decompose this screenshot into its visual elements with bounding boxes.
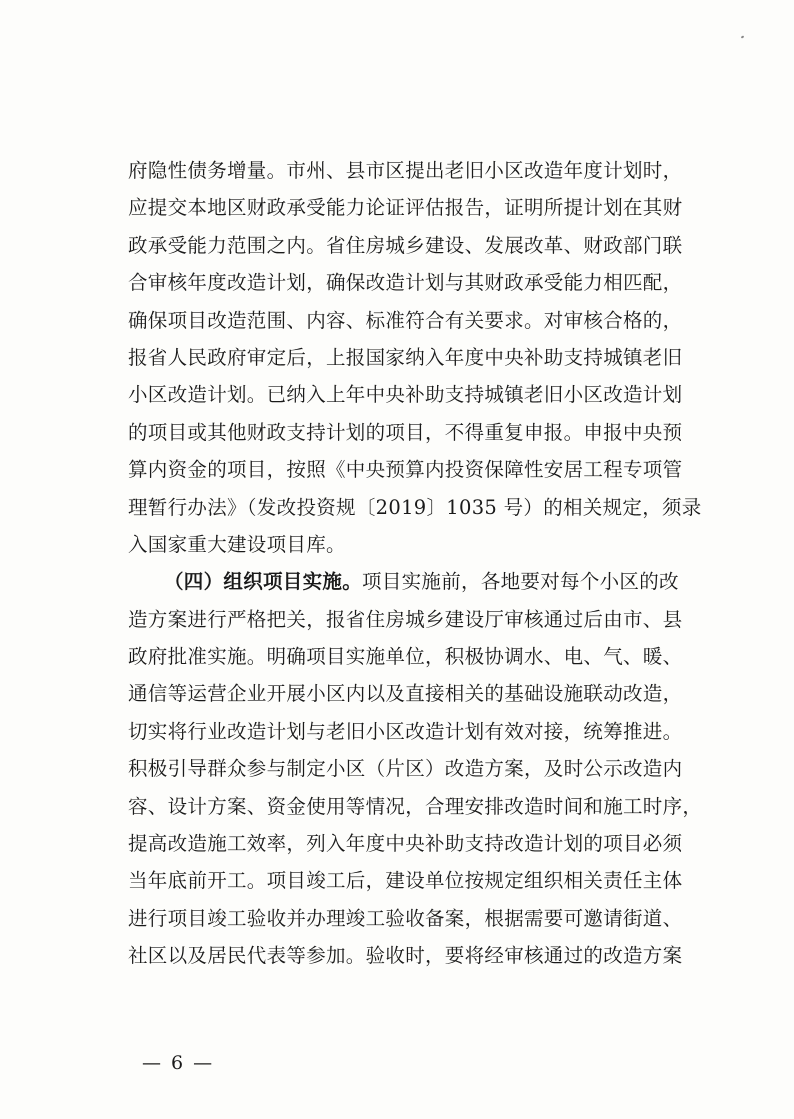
text-line: 小区改造计划。已纳入上年中央补助支持城镇老旧小区改造计划 [128,383,683,407]
text-line: 造方案进行严格把关，报省住房城乡建设厅审核通过后由市、县 [128,607,683,631]
text-line: 提高改造施工效率，列入年度中央补助支持改造计划的项目必须 [128,832,683,856]
section-4-first-line [128,563,679,600]
page-number: — 6 — [142,1052,215,1074]
text-line: 理暂行办法》（发改投资规〔2019〕1035 号）的相关规定，须录 [128,495,702,519]
text-line: 报省人民政府审定后，上报国家纳入年度中央补助支持城镇老旧 [128,345,683,369]
text-line: 政府批准实施。明确项目实施单位，积极协调水、电、气、暖、 [128,645,683,669]
text-line: 政承受能力范围之内。省住房城乡建设、发展改革、财政部门联 [128,233,683,257]
section-4-heading: （四）组织项目实施。 [164,570,363,594]
text-line: 应提交本地区财政承受能力论证评估报告，证明所提计划在其财 [128,196,683,220]
body-text [128,152,703,975]
text-line: 合审核年度改造计划，确保改造计划与其财政承受能力相匹配， [128,271,683,295]
text-line: 通信等运营企业开展小区内以及直接相关的基础设施联动改造， [128,682,683,706]
text-line: 算内资金的项目，按照《中央预算内投资保障性安居工程专项管 [128,458,683,482]
text-line: 进行项目竣工验收并办理竣工验收备案，根据需要可邀请街道、 [128,906,683,930]
text-line: 切实将行业改造计划与老旧小区改造计划有效对接，统筹推进。 [128,719,683,743]
text-line: 当年底前开工。项目竣工后，建设单位按规定组织相关责任主体 [128,869,683,893]
text-line: 确保项目改造范围、内容、标准符合有关要求。对审核合格的， [128,308,683,332]
text-line: 府隐性债务增量。市州、县市区提出老旧小区改造年度计划时， [128,159,683,182]
text-line: 社区以及居民代表等参加。验收时，要将经审核通过的改造方案 [128,944,683,968]
text-line: 入国家重大建设项目库。 [128,532,346,556]
text-line: 容、设计方案、资金使用等情况，合理安排改造时间和施工时序， [128,794,703,818]
text-line: 积极引导群众参与制定小区（片区）改造方案，及时公示改造内 [128,757,683,781]
scan-speck [741,35,745,38]
section-4-first-line-text: 项目实施前，各地要对每个小区的改 [362,570,679,594]
text-line: 的项目或其他财政支持计划的项目，不得重复申报。申报中央预 [128,420,683,444]
